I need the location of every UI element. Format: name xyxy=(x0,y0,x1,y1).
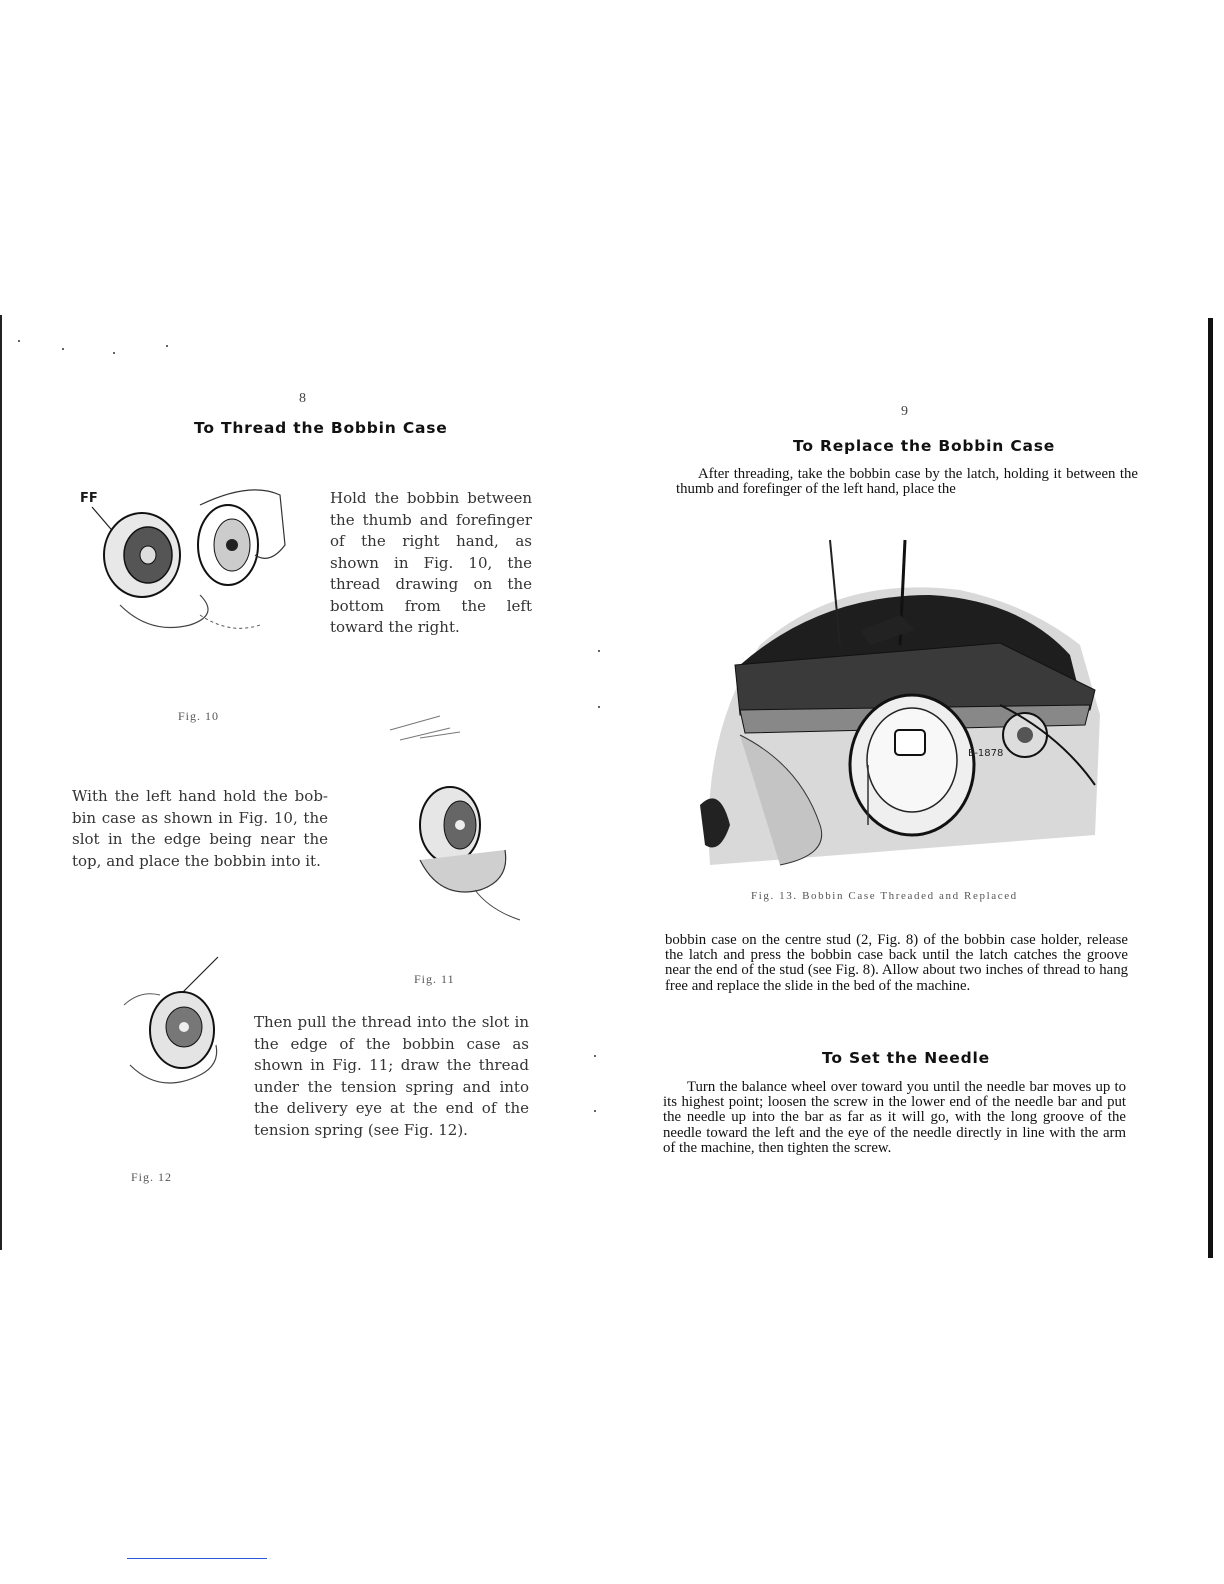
para-bobbin-case-stud: bobbin case on the centre stud (2, Fig. 8) of the bobbin case holder, release the latch and press the bobbin case back until the latch catches the groove near the end of the stud (see Fig. 8). Allow about two inches of thread to hang free and replace the slide in the bed of the machine. xyxy=(665,932,1128,994)
para-set-needle: Turn the balance wheel over toward you until the needle bar moves up to its highest point; loosen the screw in the lower end of the needle bar and put the needle up into the bar as far as it will go, with the long groove of the needle toward the left and the eye of the needle directly in line with the arm of the machine, then tighten the screw. xyxy=(663,1079,1126,1156)
fig13-caption: Fig. 13. Bobbin Case Threaded and Replaced xyxy=(751,890,1018,902)
scan-speck xyxy=(598,650,600,652)
page-number-left: 8 xyxy=(299,391,306,406)
para-hold-bobbin: Hold the bobbin between the thumb and forefinger of the right hand, as shown in Fig. 10, the thread drawing on the bottom from the left toward the right. xyxy=(330,489,532,636)
para-pull-thread: Then pull the thread into the slot in the edge of the bobbin case as shown in Fig. 11; draw the thread under the tension spring and into the delivery eye at the end of the tension spring (see Fig. 12). xyxy=(254,1013,529,1139)
scan-speck xyxy=(62,348,64,350)
bottom-rule xyxy=(127,1558,267,1559)
fig11-illustration xyxy=(380,710,530,940)
fig10-callout-label: FF xyxy=(80,491,98,506)
scan-speck xyxy=(18,340,20,342)
heading-set-needle: To Set the Needle xyxy=(822,1049,990,1067)
scan-speck xyxy=(594,1110,596,1112)
scan-speck xyxy=(594,1055,596,1057)
page-number-right: 9 xyxy=(901,404,908,419)
heading-thread-bobbin-case: To Thread the Bobbin Case xyxy=(194,419,448,437)
fig12-illustration xyxy=(120,955,240,1105)
scan-left-edge xyxy=(0,315,2,1250)
heading-replace-bobbin-case: To Replace the Bobbin Case xyxy=(793,437,1056,455)
fig11-caption: Fig. 11 xyxy=(414,972,455,986)
scan-speck xyxy=(598,706,600,708)
para-after-threading: After threading, take the bobbin case by the latch, holding it between the thumb and forefinger of the left hand, place the xyxy=(676,466,1138,498)
fig12-caption: Fig. 12 xyxy=(131,1170,173,1184)
scan-speck xyxy=(166,345,168,347)
fig10-illustration xyxy=(80,485,295,655)
para-hold-bobbin-case: With the left hand hold the bob-bin case as shown in Fig. 10, the slot in the edge being near the top, and place the bobbin into it. xyxy=(72,787,328,870)
fig13-part-label: E-1878 xyxy=(968,748,1004,759)
fig13-illustration xyxy=(700,535,1110,865)
fig10-caption: Fig. 10 xyxy=(178,709,220,723)
scan-speck xyxy=(113,352,115,354)
scan-right-edge xyxy=(1208,318,1213,1258)
